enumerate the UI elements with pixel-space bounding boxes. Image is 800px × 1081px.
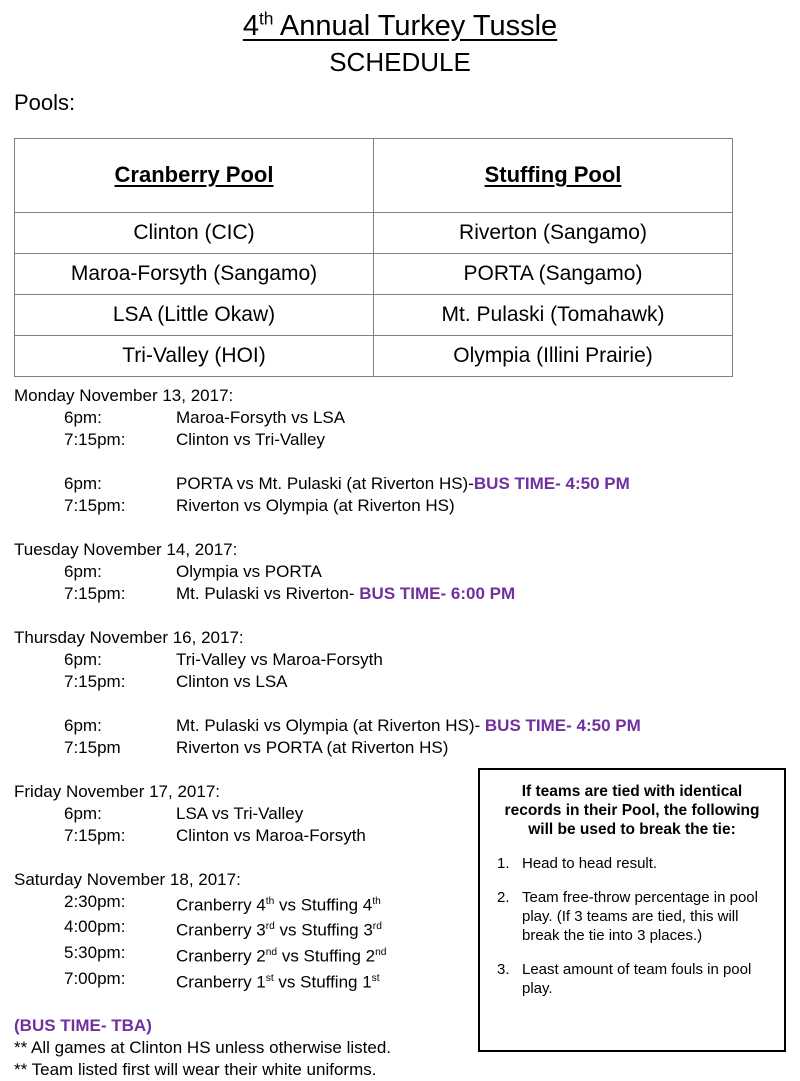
pool-table-header-row xyxy=(15,138,733,212)
table-row xyxy=(15,335,733,376)
team-cell: Tri-Valley (HOI) xyxy=(15,335,374,376)
game-row xyxy=(64,737,800,759)
game-time: 7:15pm: xyxy=(64,495,126,515)
game-row xyxy=(64,671,800,693)
game-time: 2:30pm: xyxy=(64,891,126,911)
day-header: Saturday November 18, 2017: xyxy=(14,869,241,889)
game-time: 7:15pm: xyxy=(64,583,126,603)
game-time: 7:15pm: xyxy=(64,671,126,691)
game-time: 6pm: xyxy=(64,561,102,581)
game-time: 5:30pm: xyxy=(64,942,126,962)
team-cell: Maroa-Forsyth (Sangamo) xyxy=(15,253,374,294)
game-matchup: Tri-Valley vs Maroa-Forsyth xyxy=(176,649,383,669)
game-matchup: Clinton vs Maroa-Forsyth xyxy=(176,825,366,845)
day-header: Monday November 13, 2017: xyxy=(14,385,234,405)
game-time: 7:15pm xyxy=(64,737,121,757)
game-matchup: Cranberry 4th vs Stuffing 4th xyxy=(176,895,381,915)
team-cell: PORTA (Sangamo) xyxy=(374,253,733,294)
blank-line xyxy=(14,451,800,473)
tiebreaker-item-text: Least amount of team fouls in pool play. xyxy=(522,961,752,997)
day-block-thursday xyxy=(14,627,800,759)
game-matchup: Cranberry 2nd vs Stuffing 2nd xyxy=(176,946,387,966)
tiebreaker-item xyxy=(492,960,772,998)
game-row xyxy=(64,495,800,517)
game-matchup: Riverton vs Olympia (at Riverton HS) xyxy=(176,495,455,515)
team-cell: Mt. Pulaski (Tomahawk) xyxy=(374,294,733,335)
game-time: 7:00pm: xyxy=(64,968,126,988)
game-matchup: LSA vs Tri-Valley xyxy=(176,803,304,823)
blank-line xyxy=(14,693,800,715)
team-cell: Riverton (Sangamo) xyxy=(374,212,733,253)
table-row xyxy=(15,253,733,294)
pool-header-stuffing: Stuffing Pool xyxy=(374,138,733,212)
pool-table xyxy=(14,138,733,377)
tiebreaker-item-number: 3. xyxy=(497,961,510,978)
game-time: 6pm: xyxy=(64,407,102,427)
game-time: 6pm: xyxy=(64,803,102,823)
team-cell: Olympia (Illini Prairie) xyxy=(374,335,733,376)
bus-time-note: BUS TIME- 4:50 PM xyxy=(473,473,630,493)
game-row xyxy=(64,715,800,737)
game-time: 4:00pm: xyxy=(64,917,126,937)
table-row xyxy=(15,294,733,335)
game-time: 6pm: xyxy=(64,649,102,669)
game-row xyxy=(64,561,800,583)
note-all-games: ** All games at Clinton HS unless otherwise listed. xyxy=(14,1038,392,1058)
team-cell: Clinton (CIC) xyxy=(15,212,374,253)
tiebreaker-item-number: 2. xyxy=(497,889,510,906)
note-uniforms: ** Team listed first will wear their white uniforms. xyxy=(14,1060,377,1080)
game-matchup: Olympia vs PORTA xyxy=(176,561,322,581)
schedule-subtitle: SCHEDULE xyxy=(329,46,471,77)
game-time: 7:15pm: xyxy=(64,825,126,845)
game-matchup: Cranberry 1st vs Stuffing 1st xyxy=(176,972,380,992)
game-row xyxy=(64,473,800,495)
day-header: Friday November 17, 2017: xyxy=(14,781,220,801)
tiebreaker-box xyxy=(478,768,786,1052)
pool-header-cranberry: Cranberry Pool xyxy=(15,138,374,212)
page-title: 4th Annual Turkey Tussle xyxy=(242,8,558,42)
day-header: Tuesday November 14, 2017: xyxy=(14,539,238,559)
tiebreaker-item xyxy=(492,854,772,873)
game-row xyxy=(64,583,800,605)
game-row xyxy=(64,429,800,451)
tiebreaker-item xyxy=(492,888,772,945)
team-cell: LSA (Little Okaw) xyxy=(15,294,374,335)
day-header: Thursday November 16, 2017: xyxy=(14,627,244,647)
game-time: 6pm: xyxy=(64,473,102,493)
day-block-tuesday xyxy=(14,539,800,605)
tiebreaker-item-number: 1. xyxy=(497,855,510,872)
bus-time-note: BUS TIME- 6:00 PM xyxy=(359,583,516,603)
bus-time-note: BUS TIME- 4:50 PM xyxy=(484,715,641,735)
bus-tba-note: (BUS TIME- TBA) xyxy=(14,1016,152,1036)
game-time: 6pm: xyxy=(64,715,102,735)
game-time: 7:15pm: xyxy=(64,429,126,449)
game-row xyxy=(64,649,800,671)
game-matchup: Mt. Pulaski vs Riverton- BUS TIME- 6:00 PM xyxy=(176,583,516,603)
table-row xyxy=(15,212,733,253)
tiebreaker-header: If teams are tied with identical records in their Pool, the following will be used to break the tie: xyxy=(504,783,760,838)
game-matchup: Clinton vs Tri-Valley xyxy=(176,429,325,449)
day-block-monday xyxy=(14,385,800,517)
game-matchup: Riverton vs PORTA (at Riverton HS) xyxy=(176,737,449,757)
tiebreaker-item-text: Team free-throw percentage in pool play. (If 3 teams are tied, this will break the tie into 3 places.) xyxy=(522,889,758,944)
game-matchup: Mt. Pulaski vs Olympia (at Riverton HS)- BUS TIME- 4:50 PM xyxy=(176,715,641,735)
pools-label: Pools: xyxy=(14,89,76,115)
game-row xyxy=(64,407,800,429)
tiebreaker-item-text: Head to head result. xyxy=(522,855,658,872)
game-matchup: Cranberry 3rd vs Stuffing 3rd xyxy=(176,920,382,940)
game-matchup: Clinton vs LSA xyxy=(176,671,288,691)
game-matchup: Maroa-Forsyth vs LSA xyxy=(176,407,346,427)
game-matchup: PORTA vs Mt. Pulaski (at Riverton HS)-BUS TIME- 4:50 PM xyxy=(176,473,630,493)
